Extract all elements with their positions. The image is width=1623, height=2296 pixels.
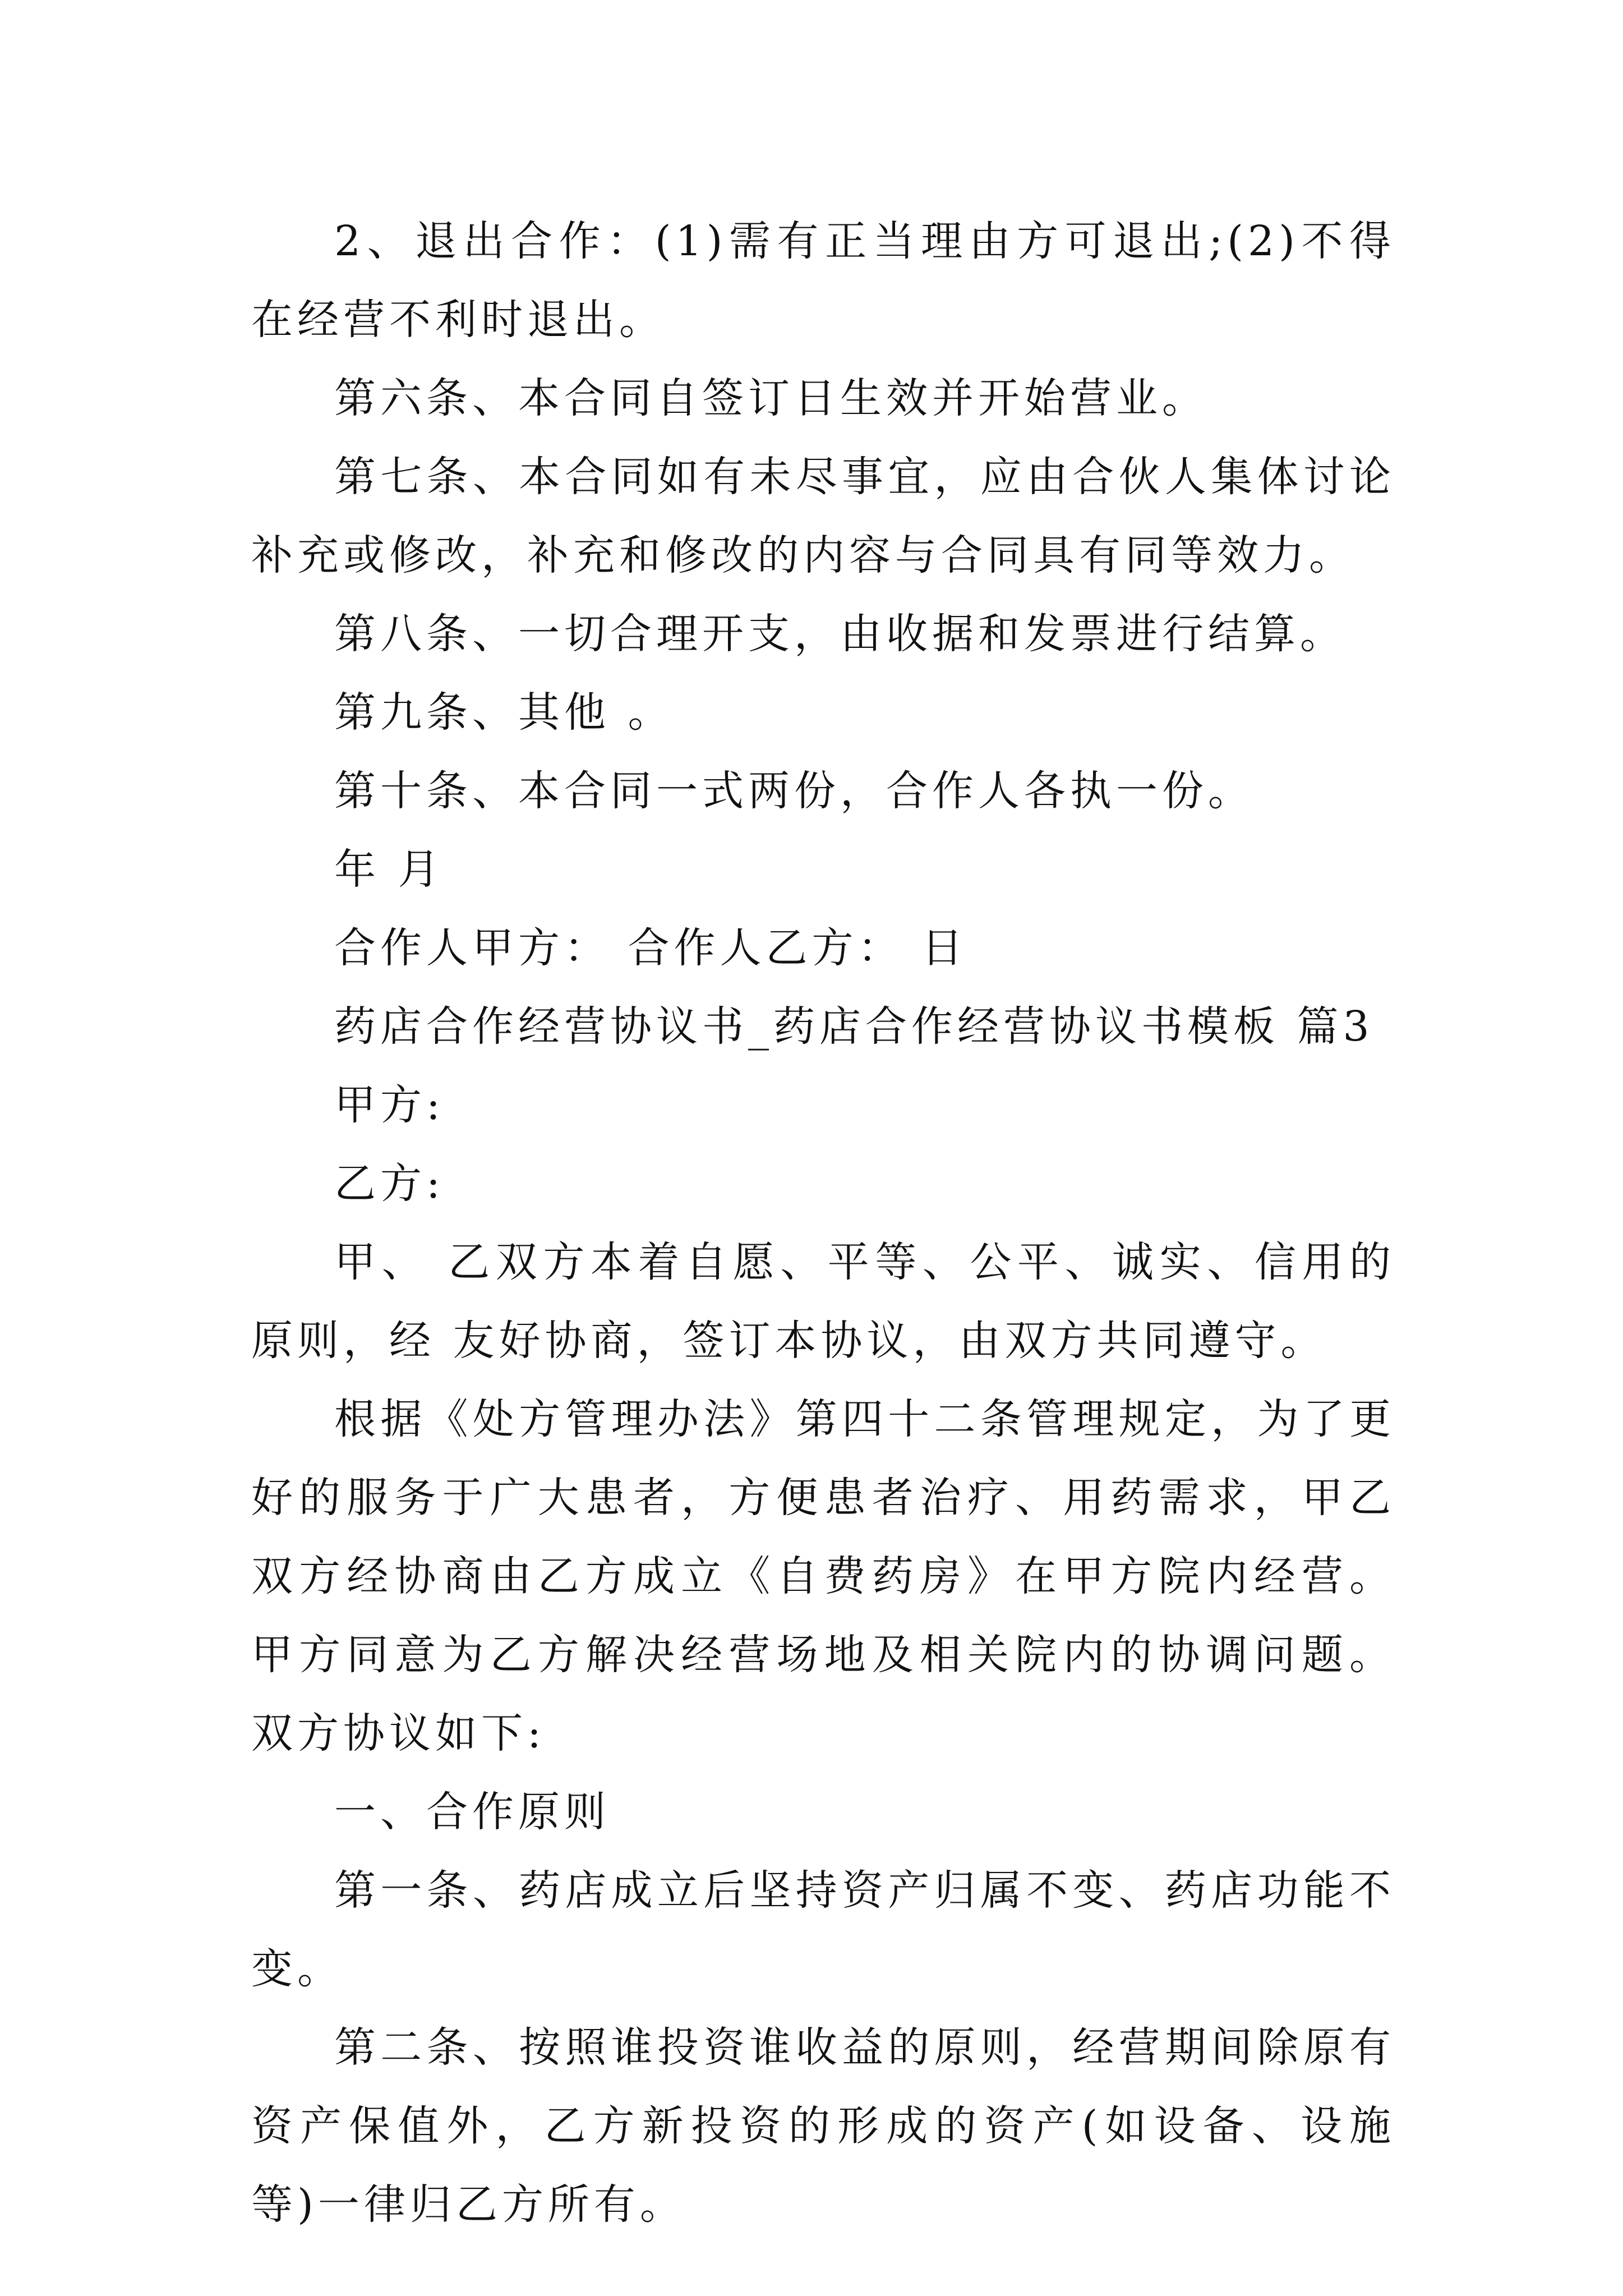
party-a-line: 甲方: — [334, 1081, 445, 1129]
party-b-line: 乙方: — [334, 1159, 445, 1208]
paragraph-article-2: 第二条、按照谁投资谁收益的原则，经营期间除原有资产保值外，乙方新投资的形成的资产(如设备、设施等)一律归乙方所有。 — [251, 2023, 1395, 2229]
subheading-cooperation-principles: 一、合作原则 — [334, 1788, 610, 1836]
paragraph-article-1: 第一条、药店成立后坚持资产归属不变、药店功能不变。 — [251, 1866, 1395, 1993]
document-body — [251, 202, 1395, 2244]
paragraph-withdrawal: 2、退出合作：(1)需有正当理由方可退出;(2)不得在经营不利时退出。 — [251, 217, 1395, 344]
paragraph-article-8: 第八条、一切合理开支，由收据和发票进行结算。 — [334, 610, 1346, 658]
paragraph-signatures: 合作人甲方： 合作人乙方： 日 — [334, 924, 968, 972]
paragraph-article-10: 第十条、本合同一式两份，合作人各执一份。 — [334, 767, 1254, 815]
paragraph-article-9: 第九条、其他 。 — [334, 688, 674, 737]
paragraph-basis: 根据《处方管理办法》第四十二条管理规定，为了更好的服务于广大患者，方便患者治疗、用药需求，甲乙双方经协商由乙方成立《自费药房》在甲方院内经营。甲方同意为乙方解决经营场地及相关院内的协调问题。双方协议如下: — [251, 1395, 1395, 1757]
paragraph-article-6: 第六条、本合同自签订日生效并开始营业。 — [334, 374, 1208, 422]
section-title: 药店合作经营协议书_药店合作经营协议书模板 篇3 — [334, 1002, 1374, 1051]
paragraph-date-year-month: 年 月 — [334, 845, 444, 894]
paragraph-principles-intro: 甲、 乙双方本着自愿、平等、公平、诚实、信用的原则，经 友好协商，签订本协议，由双方共同遵守。 — [251, 1238, 1395, 1365]
paragraph-article-7: 第七条、本合同如有未尽事宜，应由合伙人集体讨论补充或修改，补充和修改的内容与合同具有同等效力。 — [251, 453, 1395, 579]
